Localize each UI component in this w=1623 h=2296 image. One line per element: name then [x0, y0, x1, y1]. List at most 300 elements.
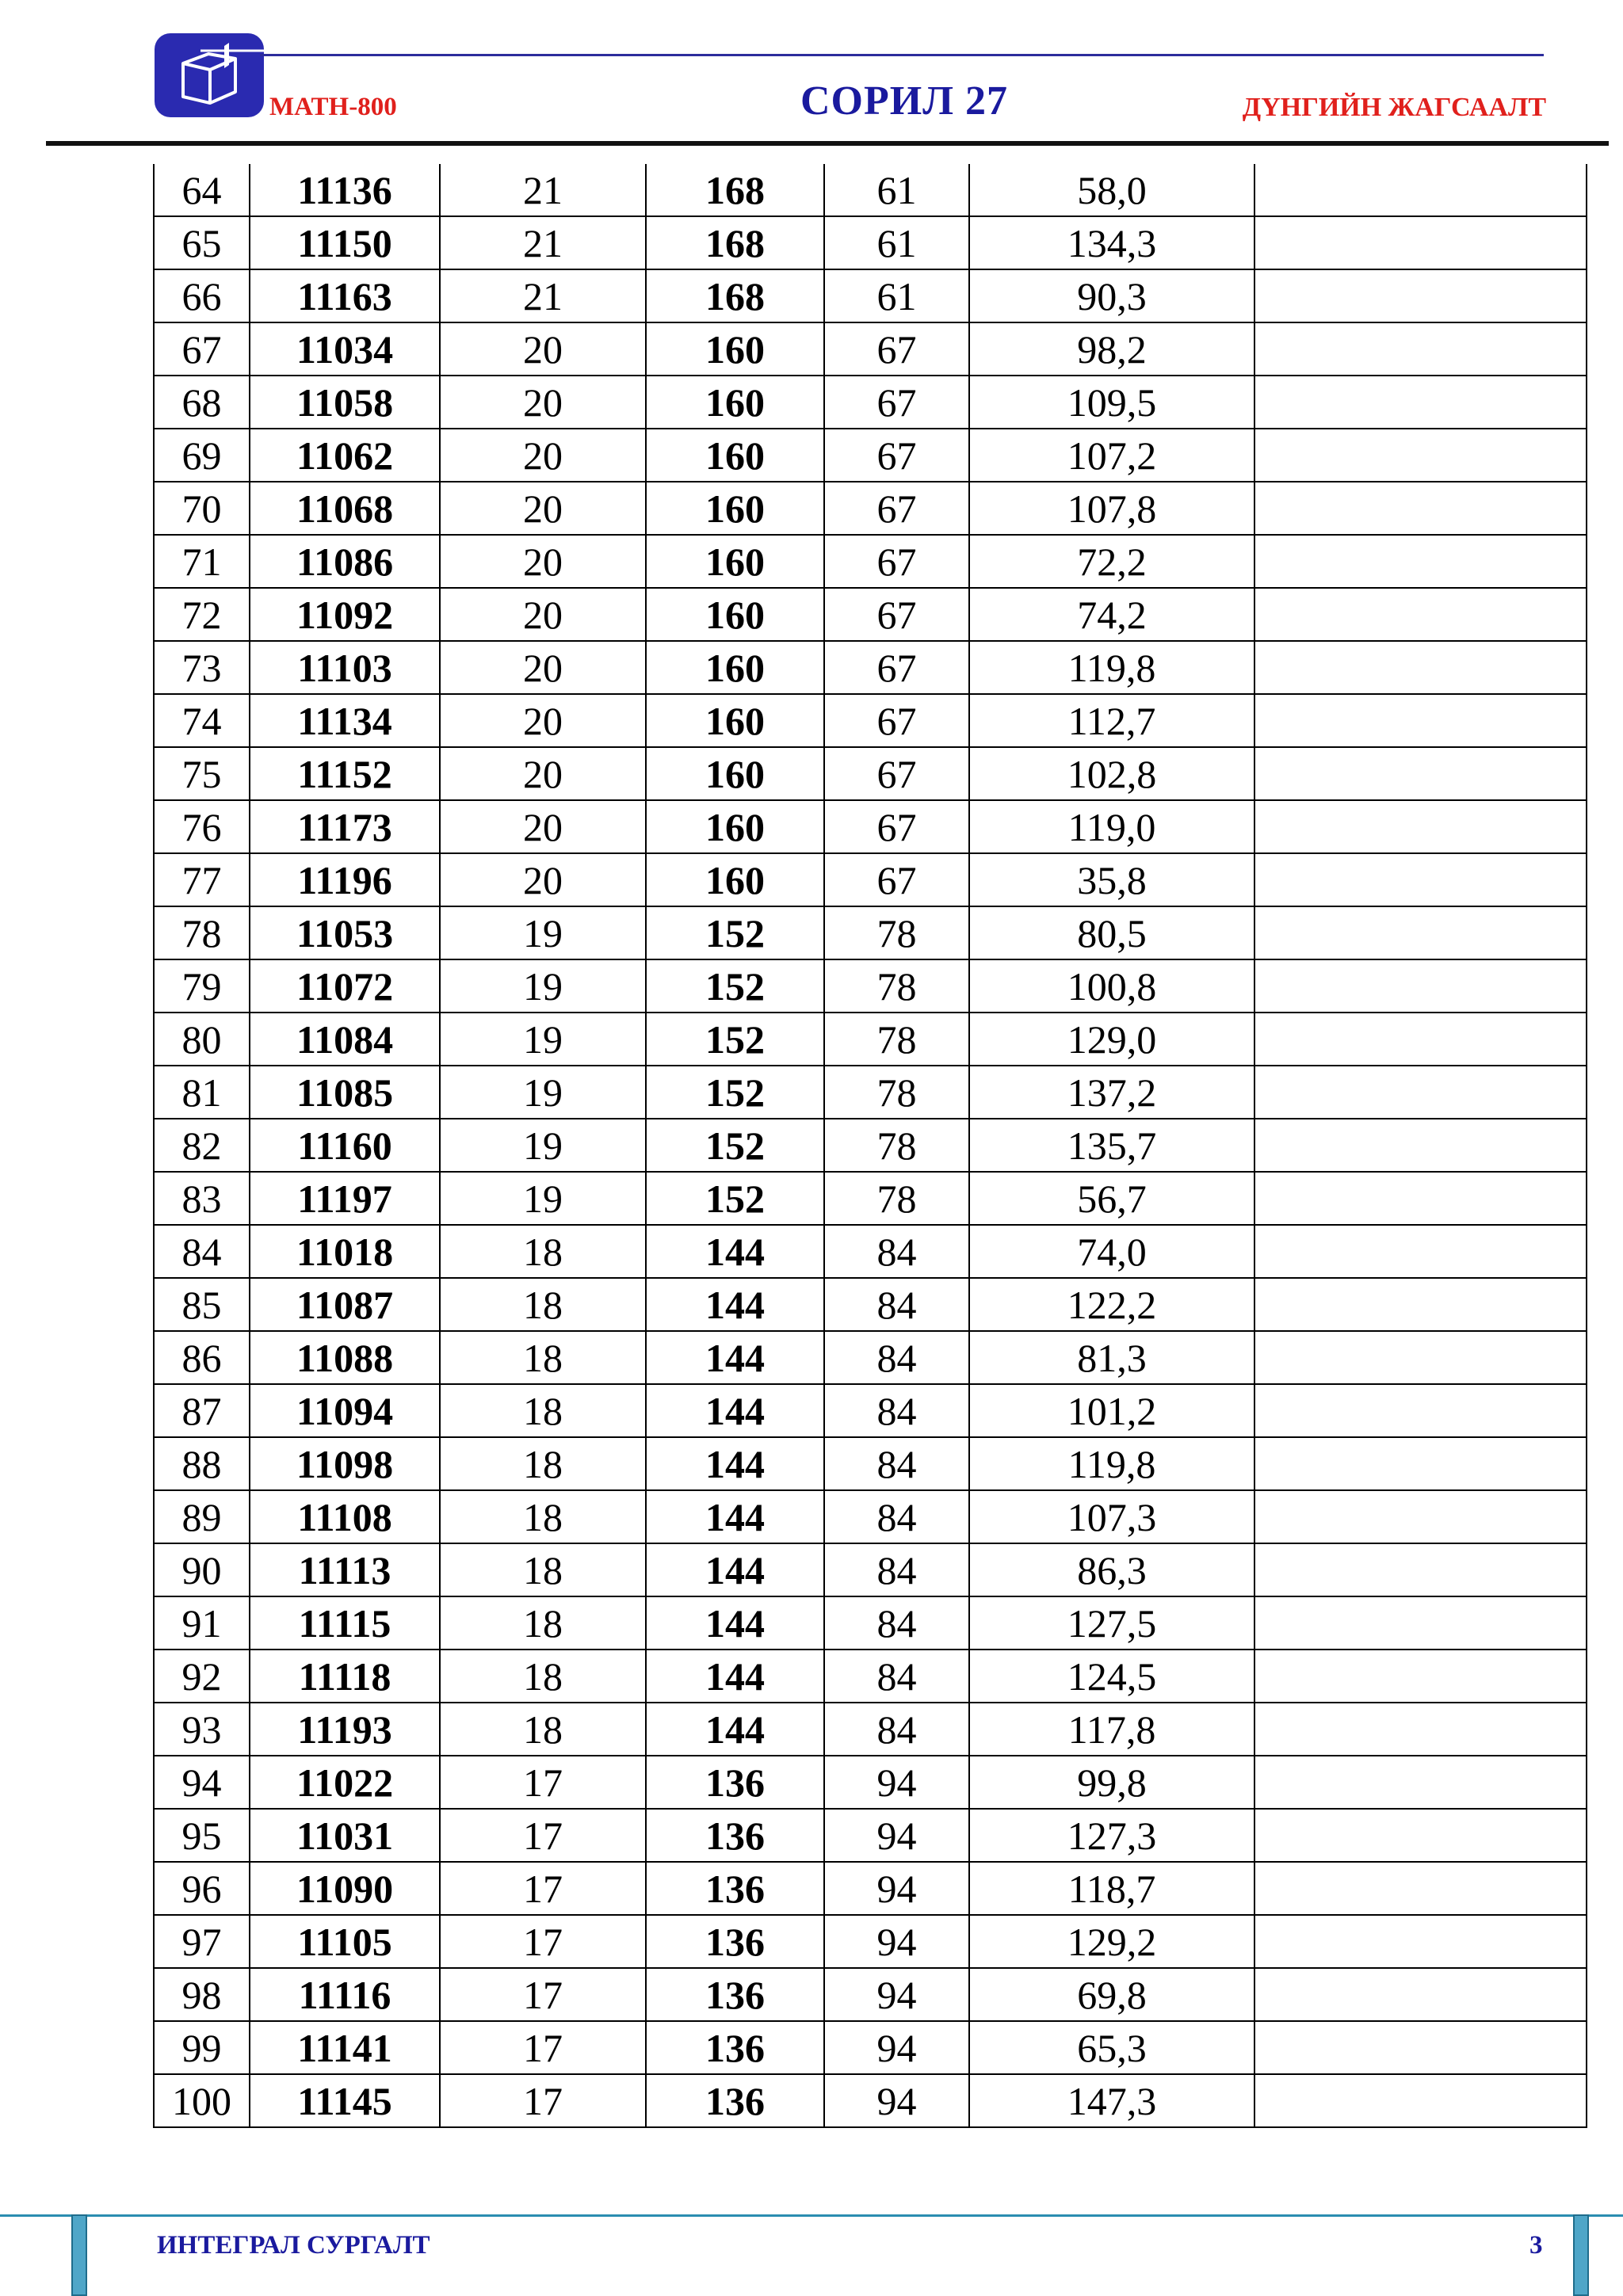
cell-rank: 69: [154, 429, 250, 482]
cell-place: 61: [824, 216, 969, 269]
table-row: [154, 1437, 1587, 1490]
cell-score: 136: [646, 2074, 824, 2127]
cell-correct-count: 21: [440, 216, 646, 269]
cell-time: 117,8: [969, 1703, 1254, 1756]
cell-correct-count: 19: [440, 906, 646, 959]
cell-note: [1254, 694, 1587, 747]
cell-correct-count: 19: [440, 1119, 646, 1172]
cell-note: [1254, 1437, 1587, 1490]
cell-rank: 66: [154, 269, 250, 322]
cell-time: 65,3: [969, 2021, 1254, 2074]
cell-note: [1254, 1756, 1587, 1809]
cell-time: 122,2: [969, 1278, 1254, 1331]
cell-correct-count: 21: [440, 269, 646, 322]
cell-time: 101,2: [969, 1384, 1254, 1437]
table-row: [154, 1225, 1587, 1278]
header-top-rule: [260, 54, 1544, 56]
cell-student-id: 11150: [250, 216, 440, 269]
table-row: [154, 1650, 1587, 1703]
cell-score: 144: [646, 1437, 824, 1490]
cell-note: [1254, 322, 1587, 376]
cell-place: 67: [824, 588, 969, 641]
cell-correct-count: 20: [440, 376, 646, 429]
cell-score: 160: [646, 747, 824, 800]
cell-student-id: 11134: [250, 694, 440, 747]
cell-student-id: 11090: [250, 1862, 440, 1915]
cell-rank: 89: [154, 1490, 250, 1543]
cell-time: 102,8: [969, 747, 1254, 800]
cell-score: 144: [646, 1278, 824, 1331]
cell-note: [1254, 1225, 1587, 1278]
cell-note: [1254, 216, 1587, 269]
footer-right-tab: [1573, 2214, 1589, 2296]
cell-correct-count: 20: [440, 482, 646, 535]
cell-time: 74,0: [969, 1225, 1254, 1278]
footer-left-tab: [71, 2214, 87, 2296]
cell-place: 67: [824, 800, 969, 853]
results-table-body: [154, 164, 1587, 2127]
cell-rank: 95: [154, 1809, 250, 1862]
table-row: [154, 1915, 1587, 1968]
cell-rank: 77: [154, 853, 250, 906]
cell-student-id: 11196: [250, 853, 440, 906]
table-row: [154, 959, 1587, 1013]
cell-place: 94: [824, 2021, 969, 2074]
page-title: СОРИЛ 27: [800, 78, 1008, 124]
table-row: [154, 1756, 1587, 1809]
cell-student-id: 11115: [250, 1596, 440, 1650]
cell-correct-count: 18: [440, 1384, 646, 1437]
cell-correct-count: 18: [440, 1225, 646, 1278]
cell-place: 67: [824, 694, 969, 747]
cell-place: 94: [824, 1915, 969, 1968]
cell-rank: 73: [154, 641, 250, 694]
cell-correct-count: 17: [440, 1862, 646, 1915]
cell-time: 127,3: [969, 1809, 1254, 1862]
cell-time: 90,3: [969, 269, 1254, 322]
cell-rank: 100: [154, 2074, 250, 2127]
cell-score: 160: [646, 641, 824, 694]
cell-student-id: 11173: [250, 800, 440, 853]
cell-score: 168: [646, 216, 824, 269]
cell-time: 119,8: [969, 641, 1254, 694]
cell-rank: 74: [154, 694, 250, 747]
cell-note: [1254, 535, 1587, 588]
cell-note: [1254, 1703, 1587, 1756]
cell-correct-count: 20: [440, 641, 646, 694]
cell-place: 78: [824, 959, 969, 1013]
book-cube-logo-icon: [153, 32, 265, 119]
cell-correct-count: 18: [440, 1543, 646, 1596]
cell-score: 160: [646, 588, 824, 641]
cell-rank: 94: [154, 1756, 250, 1809]
cell-score: 152: [646, 1066, 824, 1119]
table-row: [154, 853, 1587, 906]
cell-time: 72,2: [969, 535, 1254, 588]
cell-place: 67: [824, 535, 969, 588]
course-code: MATH-800: [269, 93, 397, 121]
cell-time: 119,8: [969, 1437, 1254, 1490]
cell-correct-count: 20: [440, 322, 646, 376]
cell-rank: 72: [154, 588, 250, 641]
cell-time: 129,0: [969, 1013, 1254, 1066]
cell-place: 67: [824, 853, 969, 906]
cell-place: 78: [824, 1066, 969, 1119]
cell-time: 107,3: [969, 1490, 1254, 1543]
cell-time: 100,8: [969, 959, 1254, 1013]
cell-note: [1254, 164, 1587, 216]
results-table: [153, 164, 1587, 2128]
cell-score: 160: [646, 535, 824, 588]
cell-place: 78: [824, 1119, 969, 1172]
cell-note: [1254, 1172, 1587, 1225]
cell-student-id: 11092: [250, 588, 440, 641]
cell-place: 84: [824, 1331, 969, 1384]
cell-score: 136: [646, 1862, 824, 1915]
cell-student-id: 11031: [250, 1809, 440, 1862]
cell-score: 160: [646, 322, 824, 376]
cell-place: 78: [824, 1013, 969, 1066]
cell-note: [1254, 906, 1587, 959]
cell-score: 144: [646, 1703, 824, 1756]
cell-rank: 87: [154, 1384, 250, 1437]
table-row: [154, 322, 1587, 376]
cell-time: 74,2: [969, 588, 1254, 641]
table-row: [154, 1543, 1587, 1596]
cell-note: [1254, 1862, 1587, 1915]
cell-student-id: 11103: [250, 641, 440, 694]
table-row: [154, 1596, 1587, 1650]
cell-score: 168: [646, 269, 824, 322]
cell-time: 58,0: [969, 164, 1254, 216]
cell-note: [1254, 376, 1587, 429]
cell-rank: 82: [154, 1119, 250, 1172]
table-row: [154, 694, 1587, 747]
cell-time: 80,5: [969, 906, 1254, 959]
cell-time: 109,5: [969, 376, 1254, 429]
cell-score: 136: [646, 1968, 824, 2021]
cell-score: 144: [646, 1225, 824, 1278]
cell-note: [1254, 482, 1587, 535]
cell-note: [1254, 429, 1587, 482]
cell-rank: 68: [154, 376, 250, 429]
cell-student-id: 11085: [250, 1066, 440, 1119]
cell-time: 147,3: [969, 2074, 1254, 2127]
cell-time: 98,2: [969, 322, 1254, 376]
cell-note: [1254, 2021, 1587, 2074]
cell-student-id: 11072: [250, 959, 440, 1013]
cell-student-id: 11068: [250, 482, 440, 535]
cell-time: 118,7: [969, 1862, 1254, 1915]
cell-student-id: 11113: [250, 1543, 440, 1596]
cell-note: [1254, 641, 1587, 694]
cell-score: 144: [646, 1596, 824, 1650]
cell-student-id: 11108: [250, 1490, 440, 1543]
table-row: [154, 482, 1587, 535]
cell-time: 69,8: [969, 1968, 1254, 2021]
cell-time: 137,2: [969, 1066, 1254, 1119]
table-row: [154, 1119, 1587, 1172]
cell-note: [1254, 853, 1587, 906]
cell-student-id: 11160: [250, 1119, 440, 1172]
table-row: [154, 800, 1587, 853]
cell-correct-count: 19: [440, 1013, 646, 1066]
cell-score: 160: [646, 853, 824, 906]
cell-student-id: 11084: [250, 1013, 440, 1066]
cell-student-id: 11018: [250, 1225, 440, 1278]
cell-correct-count: 17: [440, 1915, 646, 1968]
table-row: [154, 641, 1587, 694]
cell-score: 144: [646, 1650, 824, 1703]
table-row: [154, 747, 1587, 800]
cell-rank: 81: [154, 1066, 250, 1119]
cell-student-id: 11136: [250, 164, 440, 216]
cell-student-id: 11145: [250, 2074, 440, 2127]
cell-note: [1254, 1650, 1587, 1703]
cell-note: [1254, 269, 1587, 322]
cell-rank: 79: [154, 959, 250, 1013]
cell-student-id: 11088: [250, 1331, 440, 1384]
cell-time: 127,5: [969, 1596, 1254, 1650]
cell-place: 84: [824, 1437, 969, 1490]
cell-rank: 76: [154, 800, 250, 853]
cell-rank: 80: [154, 1013, 250, 1066]
cell-correct-count: 20: [440, 588, 646, 641]
cell-time: 135,7: [969, 1119, 1254, 1172]
cell-note: [1254, 1278, 1587, 1331]
table-row: [154, 376, 1587, 429]
cell-student-id: 11116: [250, 1968, 440, 2021]
cell-place: 84: [824, 1543, 969, 1596]
cell-score: 152: [646, 906, 824, 959]
cell-correct-count: 18: [440, 1650, 646, 1703]
cell-correct-count: 19: [440, 1066, 646, 1119]
cell-score: 152: [646, 959, 824, 1013]
cell-rank: 75: [154, 747, 250, 800]
cell-rank: 85: [154, 1278, 250, 1331]
cell-place: 78: [824, 1172, 969, 1225]
table-row: [154, 2074, 1587, 2127]
cell-correct-count: 17: [440, 1968, 646, 2021]
cell-note: [1254, 1331, 1587, 1384]
cell-student-id: 11118: [250, 1650, 440, 1703]
table-row: [154, 1703, 1587, 1756]
cell-student-id: 11034: [250, 322, 440, 376]
cell-correct-count: 20: [440, 800, 646, 853]
cell-time: 35,8: [969, 853, 1254, 906]
table-row: [154, 1278, 1587, 1331]
cell-student-id: 11152: [250, 747, 440, 800]
cell-score: 160: [646, 429, 824, 482]
cell-score: 136: [646, 1756, 824, 1809]
cell-student-id: 11087: [250, 1278, 440, 1331]
cell-note: [1254, 2074, 1587, 2127]
cell-score: 136: [646, 1915, 824, 1968]
table-row: [154, 2021, 1587, 2074]
cell-correct-count: 18: [440, 1437, 646, 1490]
cell-rank: 99: [154, 2021, 250, 2074]
cell-score: 160: [646, 800, 824, 853]
cell-place: 67: [824, 322, 969, 376]
cell-note: [1254, 800, 1587, 853]
cell-time: 107,2: [969, 429, 1254, 482]
cell-correct-count: 20: [440, 535, 646, 588]
cell-note: [1254, 959, 1587, 1013]
cell-time: 56,7: [969, 1172, 1254, 1225]
cell-place: 94: [824, 2074, 969, 2127]
cell-correct-count: 20: [440, 429, 646, 482]
table-row: [154, 216, 1587, 269]
cell-student-id: 11197: [250, 1172, 440, 1225]
table-row: [154, 1809, 1587, 1862]
cell-correct-count: 21: [440, 164, 646, 216]
cell-place: 61: [824, 164, 969, 216]
cell-student-id: 11193: [250, 1703, 440, 1756]
cell-rank: 91: [154, 1596, 250, 1650]
cell-score: 136: [646, 2021, 824, 2074]
table-row: [154, 588, 1587, 641]
table-row: [154, 535, 1587, 588]
cell-student-id: 11098: [250, 1437, 440, 1490]
cell-place: 84: [824, 1596, 969, 1650]
cell-note: [1254, 747, 1587, 800]
cell-student-id: 11022: [250, 1756, 440, 1809]
cell-correct-count: 20: [440, 747, 646, 800]
cell-correct-count: 17: [440, 2074, 646, 2127]
cell-rank: 93: [154, 1703, 250, 1756]
cell-score: 160: [646, 376, 824, 429]
cell-score: 160: [646, 482, 824, 535]
cell-correct-count: 17: [440, 1756, 646, 1809]
cell-score: 152: [646, 1013, 824, 1066]
cell-time: 134,3: [969, 216, 1254, 269]
cell-correct-count: 17: [440, 1809, 646, 1862]
cell-correct-count: 18: [440, 1490, 646, 1543]
cell-rank: 78: [154, 906, 250, 959]
cell-note: [1254, 1809, 1587, 1862]
table-row: [154, 1013, 1587, 1066]
cell-place: 67: [824, 376, 969, 429]
table-row: [154, 906, 1587, 959]
table-row: [154, 164, 1587, 216]
cell-note: [1254, 588, 1587, 641]
cell-rank: 97: [154, 1915, 250, 1968]
cell-student-id: 11062: [250, 429, 440, 482]
cell-place: 84: [824, 1384, 969, 1437]
cell-place: 94: [824, 1968, 969, 2021]
table-row: [154, 1172, 1587, 1225]
cell-correct-count: 20: [440, 853, 646, 906]
cell-student-id: 11053: [250, 906, 440, 959]
cell-time: 112,7: [969, 694, 1254, 747]
cell-note: [1254, 1543, 1587, 1596]
cell-place: 67: [824, 747, 969, 800]
cell-note: [1254, 1384, 1587, 1437]
cell-note: [1254, 1490, 1587, 1543]
cell-place: 84: [824, 1703, 969, 1756]
cell-place: 67: [824, 482, 969, 535]
cell-score: 144: [646, 1490, 824, 1543]
cell-rank: 86: [154, 1331, 250, 1384]
cell-place: 61: [824, 269, 969, 322]
cell-rank: 90: [154, 1543, 250, 1596]
cell-score: 136: [646, 1809, 824, 1862]
cell-score: 144: [646, 1543, 824, 1596]
cell-student-id: 11086: [250, 535, 440, 588]
cell-rank: 64: [154, 164, 250, 216]
cell-place: 84: [824, 1650, 969, 1703]
cell-rank: 98: [154, 1968, 250, 2021]
cell-rank: 71: [154, 535, 250, 588]
page-subtitle: ДҮНГИЙН ЖАГСААЛТ: [1242, 93, 1546, 122]
cell-correct-count: 20: [440, 694, 646, 747]
cell-rank: 84: [154, 1225, 250, 1278]
cell-time: 107,8: [969, 482, 1254, 535]
cell-rank: 96: [154, 1862, 250, 1915]
cell-note: [1254, 1968, 1587, 2021]
cell-correct-count: 19: [440, 1172, 646, 1225]
cell-student-id: 11105: [250, 1915, 440, 1968]
cell-place: 84: [824, 1225, 969, 1278]
cell-note: [1254, 1915, 1587, 1968]
page-number: 3: [1529, 2231, 1543, 2260]
cell-place: 67: [824, 641, 969, 694]
cell-note: [1254, 1596, 1587, 1650]
cell-rank: 67: [154, 322, 250, 376]
cell-correct-count: 17: [440, 2021, 646, 2074]
cell-correct-count: 18: [440, 1278, 646, 1331]
cell-correct-count: 19: [440, 959, 646, 1013]
cell-place: 78: [824, 906, 969, 959]
cell-correct-count: 18: [440, 1331, 646, 1384]
footer-organization: ИНТЕГРАЛ СУРГАЛТ: [157, 2231, 430, 2260]
cell-rank: 65: [154, 216, 250, 269]
cell-time: 124,5: [969, 1650, 1254, 1703]
cell-score: 152: [646, 1119, 824, 1172]
cell-correct-count: 18: [440, 1703, 646, 1756]
table-row: [154, 1968, 1587, 2021]
cell-correct-count: 18: [440, 1596, 646, 1650]
cell-time: 81,3: [969, 1331, 1254, 1384]
cell-score: 144: [646, 1331, 824, 1384]
cell-score: 152: [646, 1172, 824, 1225]
cell-place: 94: [824, 1756, 969, 1809]
cell-time: 99,8: [969, 1756, 1254, 1809]
cell-score: 160: [646, 694, 824, 747]
cell-place: 94: [824, 1809, 969, 1862]
cell-score: 144: [646, 1384, 824, 1437]
cell-time: 86,3: [969, 1543, 1254, 1596]
table-row: [154, 1490, 1587, 1543]
table-row: [154, 1862, 1587, 1915]
cell-place: 94: [824, 1862, 969, 1915]
cell-place: 67: [824, 429, 969, 482]
cell-student-id: 11141: [250, 2021, 440, 2074]
table-row: [154, 1066, 1587, 1119]
footer-rule: [0, 2214, 1623, 2217]
cell-note: [1254, 1013, 1587, 1066]
cell-rank: 70: [154, 482, 250, 535]
cell-rank: 92: [154, 1650, 250, 1703]
cell-time: 119,0: [969, 800, 1254, 853]
table-row: [154, 269, 1587, 322]
cell-student-id: 11094: [250, 1384, 440, 1437]
cell-time: 129,2: [969, 1915, 1254, 1968]
cell-student-id: 11163: [250, 269, 440, 322]
cell-note: [1254, 1066, 1587, 1119]
table-row: [154, 429, 1587, 482]
cell-rank: 83: [154, 1172, 250, 1225]
